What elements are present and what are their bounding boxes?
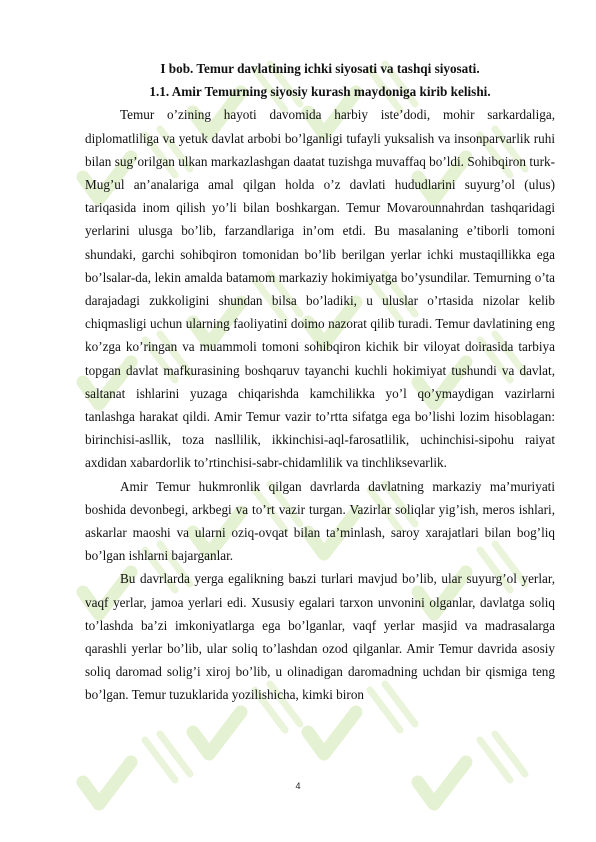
watermark-check-mark [308,712,356,754]
paragraph-1: Temur o’zining hayoti davomida harbiy iste’dodi, mohir sarkardaliga, diplomatliliga va yetuk davlat arbobi bo’lganligi tufayli yuksalish va insonparvarlik ruhi bilan sug’orilgan ulkan markazlashgan daatat tuzishga muvaffaq bo’ldi. Sohibqiron turk-Mug’ul an’analariga amal qilgan holda o’z davlati hududlarini suyurg’ol (ulus) tariqasida inom qilish yo’li bilan boshkargan. Temur Movarounnahrdan tashqaridagi yerlarini ulusga bo’lib, farzandlariga in’om etdi. Bu masalaning e’tiborli tomoni shundaki, garchi sohibqiron tomonidan bo’lib berilgan yerlar ichki mustaqillikka ega bo’lsalar-da, lekin amalda batamom markaziy hokimiyatga bo’ysundilar. Temurning o’ta darajadagi zukkoligini shundan bilsa bo’ladiki, u uluslar o’rtasida nizolar kelib chiqmasligi uchun ularning faoliyatini doimo nazorat qilib turadi. Temur davlatining eng ko’zga ko’ringan va muammoli tomoni sohibqiron kichik bir viloyat doirasida tarbiya topgan davlat mafkurasining boshqaruv tayanchi kuchli hokimiyat tushundi va davlat, saltanat ishlarini yuzaga chiqarishda kamchilikka yo’l qo’ymaydigan vazirlarni tanlashga harakat qildi. Amir Temur vazir to’rtta sifatga ega bo’lishi lozim hisoblagan: birinchisi-asllik, toza nasllilik, ikkinchisi-aql-farosatlilik, uchinchisi-sipohu raiyat axdidan xabardorlik to’rtinchisi-sabr-chidamlilik va tinchliksevarlik. [85,107,555,471]
paragraph-3: Bu davrlarda yerga egalikning baьzi turlari mavjud bo’lib, ular suyurg’ol yerlar, vaqf yerlar, jamoa yerlari edi. Xususiy egalari tarxon unvonini olganlar, davlatga soliq to’lashda ba’zi imkoniyatlarga ega bo’lganlar, vaqf yerlar masjid va madrasalarga qarashli yerlar bo’lib, ular soliq to’lashdan ozod qilganlar. Amir Temur davrida asosiy soliq daromad solig’i xiroj bo’lib, u olinadigan daromadning uchdan bir qismiga teng bo’lgan. Temur tuzuklarida yozilishicha, kimki biron [85,571,555,703]
section-title: 1.1. Amir Temurning siyosiy kurash maydoniga kirib kelishi. [149,84,491,100]
page-number: 4 [295,781,301,791]
watermark-stroke [480,734,525,780]
paragraph-2: Amir Temur hukmronlik qilgan davrlarda davlatning markaziy ma’muriyati boshida devonbegi, arkbegi va to’rt vazir turgan. Vazirlar soliqlar yig’ish, meros ishlari, askarlar maoshi va ularni oziq-ovqat bilan ta’minlash, saroy xarajatlari bilan bog’liq bo’lgan ishlarni bajarganlar. [85,478,555,564]
chapter-title: I bob. Temur davlatining ichki siyosati va tashqi siyosati. [160,61,480,76]
document-body [85,57,555,707]
watermark-check-mark [193,712,241,754]
watermark-stroke [145,734,190,780]
